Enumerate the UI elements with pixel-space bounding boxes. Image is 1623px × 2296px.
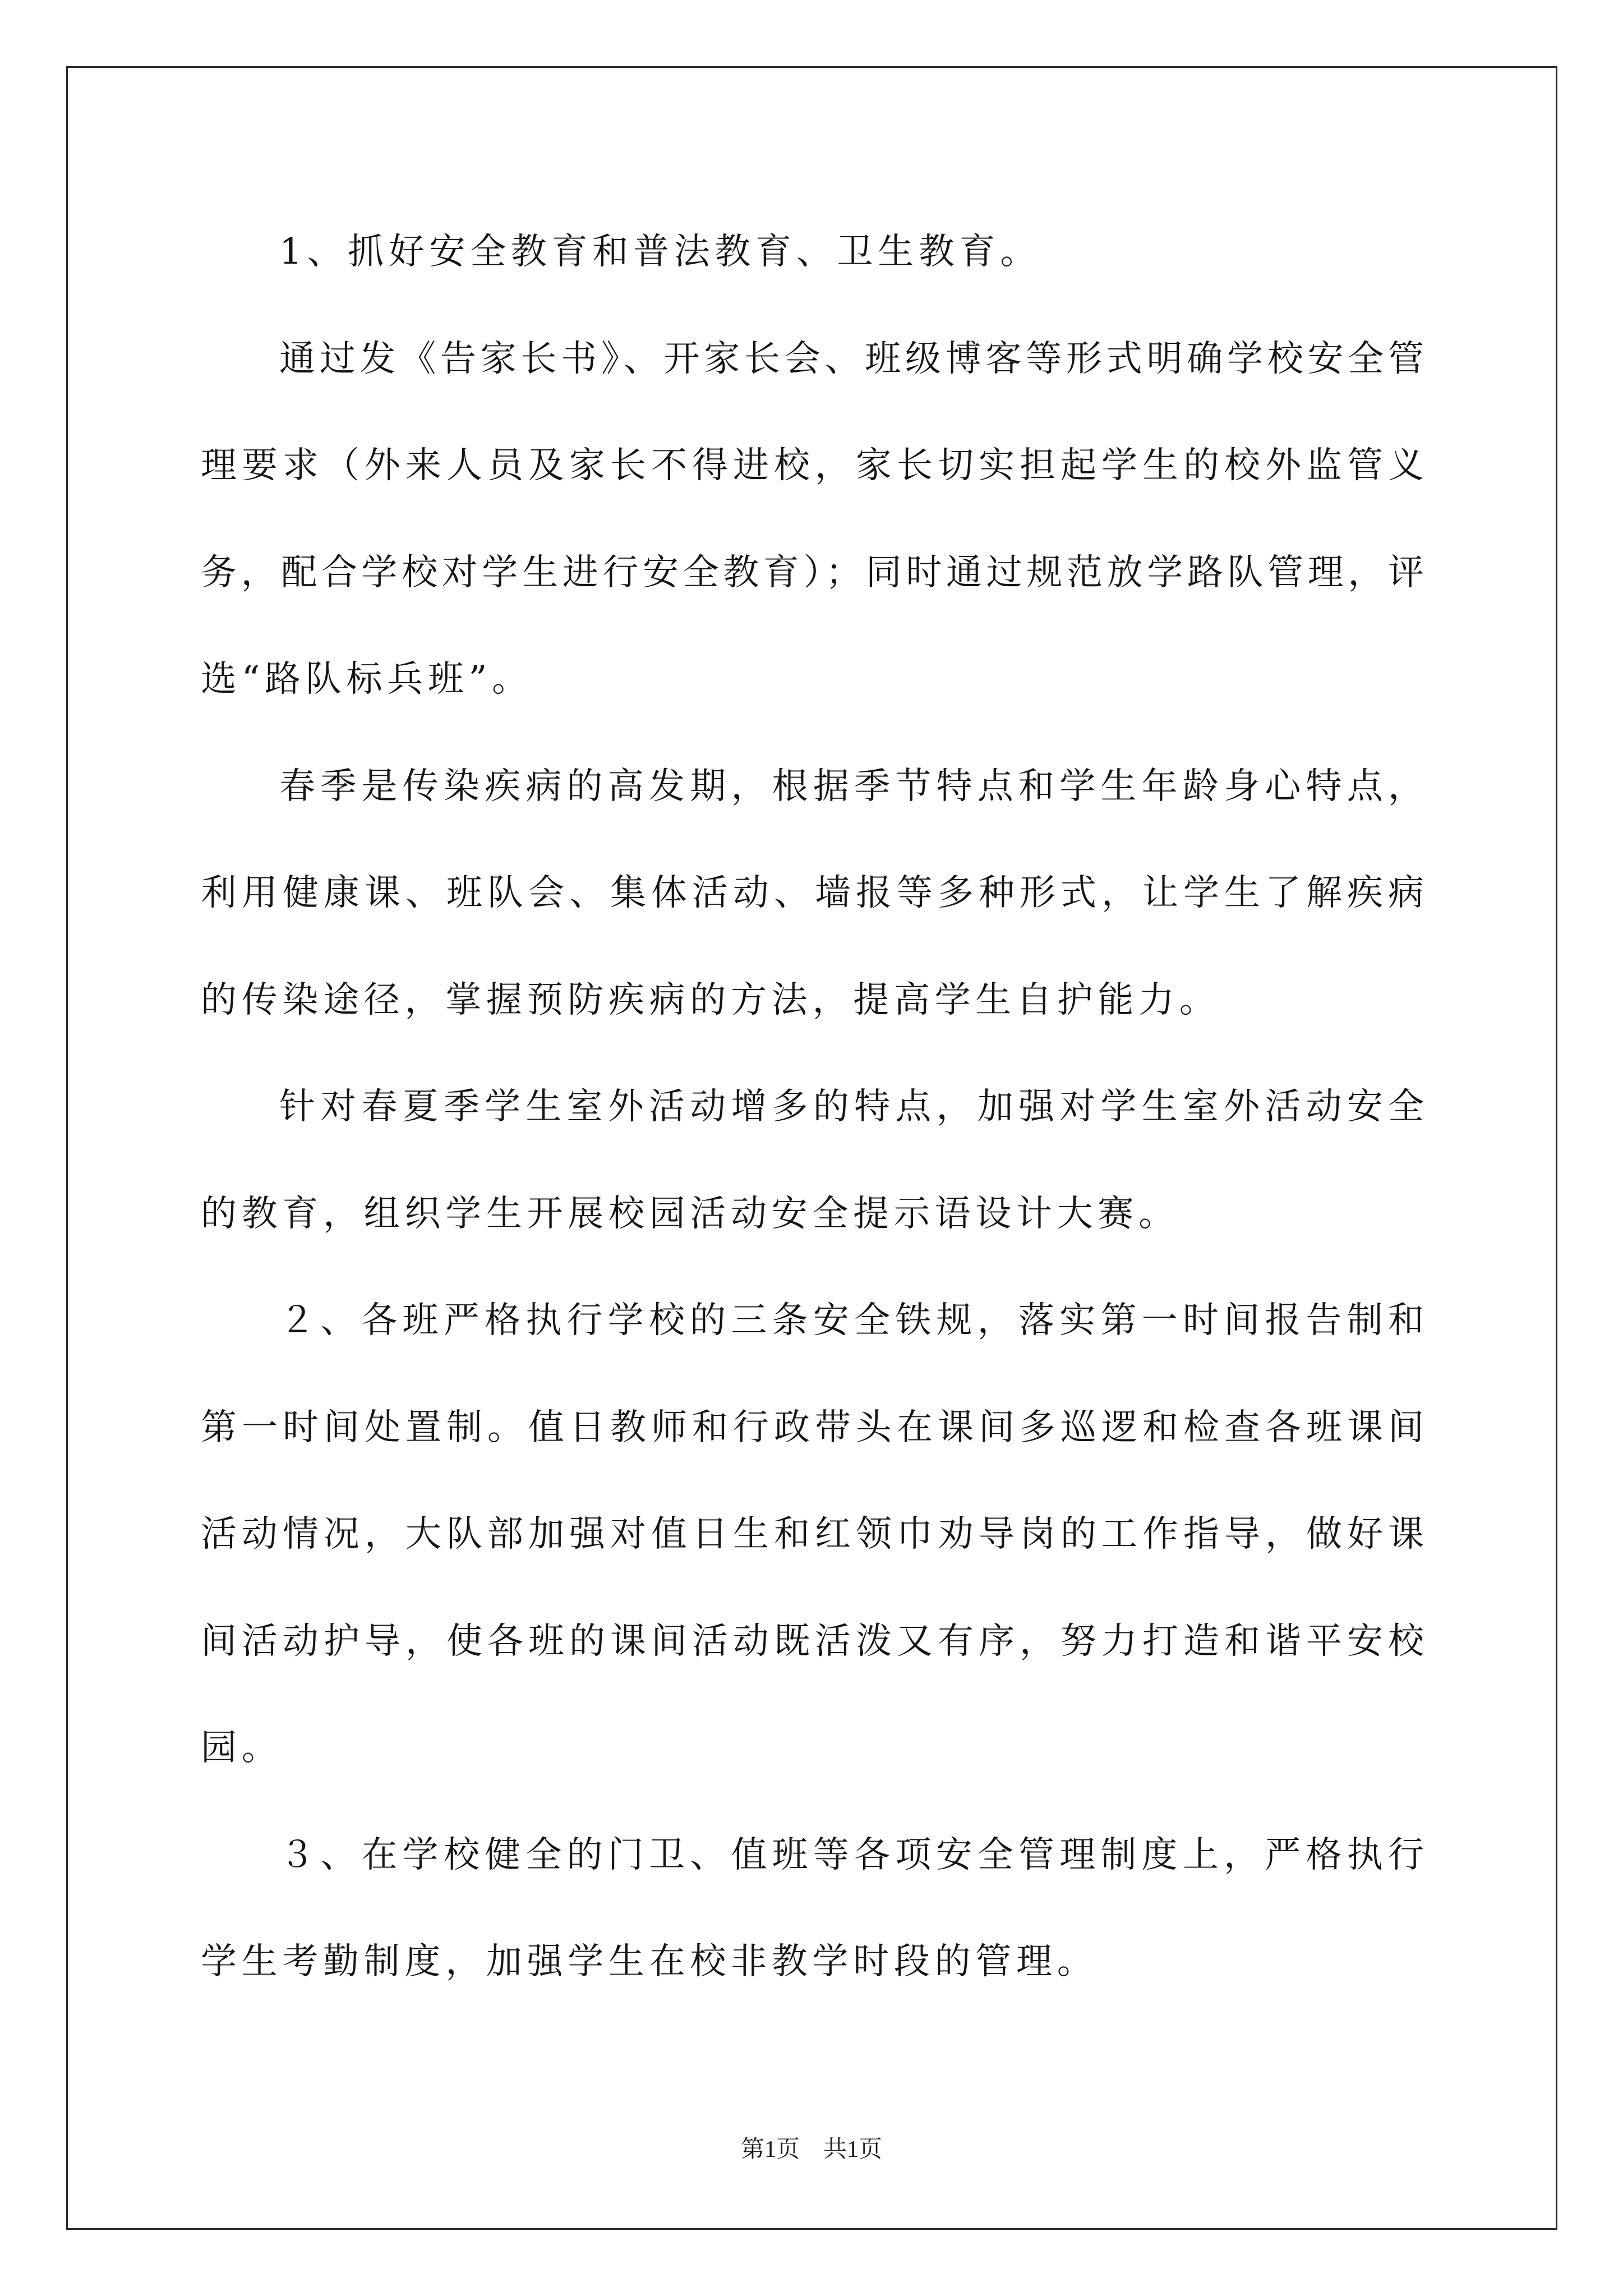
paragraph-line: ３、在学校健全的门卫、值班等各项安全管理制度上，严格执行 [279,1834,1424,1876]
paragraph-line: 春季是传染疾病的高发期，根据季节特点和学生年龄身心特点， [279,765,1424,807]
paragraph-line: 选“路队标兵班”。 [201,659,533,700]
paragraph-line: 通过发《告家长书》、开家长会、班级博客等形式明确学校安全管 [279,338,1424,380]
paragraph-line: 利用健康课、班队会、集体活动、墙报等多种形式，让学生了解疾病 [201,872,1424,914]
paragraph-line: 学生考勤制度，加强学生在校非教学时段的管理。 [201,1941,1098,1982]
paragraph-line: 第一时间处置制。值日教师和行政带头在课间多巡逻和检查各班课间 [201,1406,1424,1448]
paragraph-line: 理要求（外来人员及家长不得进校，家长切实担起学生的校外监管义 [201,445,1424,486]
paragraph-line: 园。 [201,1727,283,1769]
paragraph-line: 活动情况，大队部加强对值日生和红领巾劝导岗的工作指导，做好课 [201,1513,1424,1555]
document-body [201,199,1424,2016]
paragraph-line: 的教育，组织学生开展校园活动安全提示语设计大赛。 [201,1193,1179,1235]
page-footer: 第1页 共1页 [740,2137,882,2162]
paragraph-line: 务，配合学校对学生进行安全教育）；同时通过规范放学路队管理，评 [201,551,1424,593]
paragraph-line: 的传染途径，掌握预防疾病的方法，提高学生自护能力。 [201,979,1220,1021]
paragraph-line: 间活动护导，使各班的课间活动既活泼又有序，努力打造和谐平安校 [201,1620,1424,1662]
paragraph-line: ２、各班严格执行学校的三条安全铁规，落实第一时间报告制和 [279,1300,1424,1341]
paragraph-line: 针对春夏季学生室外活动增多的特点，加强对学生室外活动安全 [279,1086,1424,1128]
paragraph-line: 1、抓好安全教育和普法教育、卫生教育。 [279,231,1041,273]
